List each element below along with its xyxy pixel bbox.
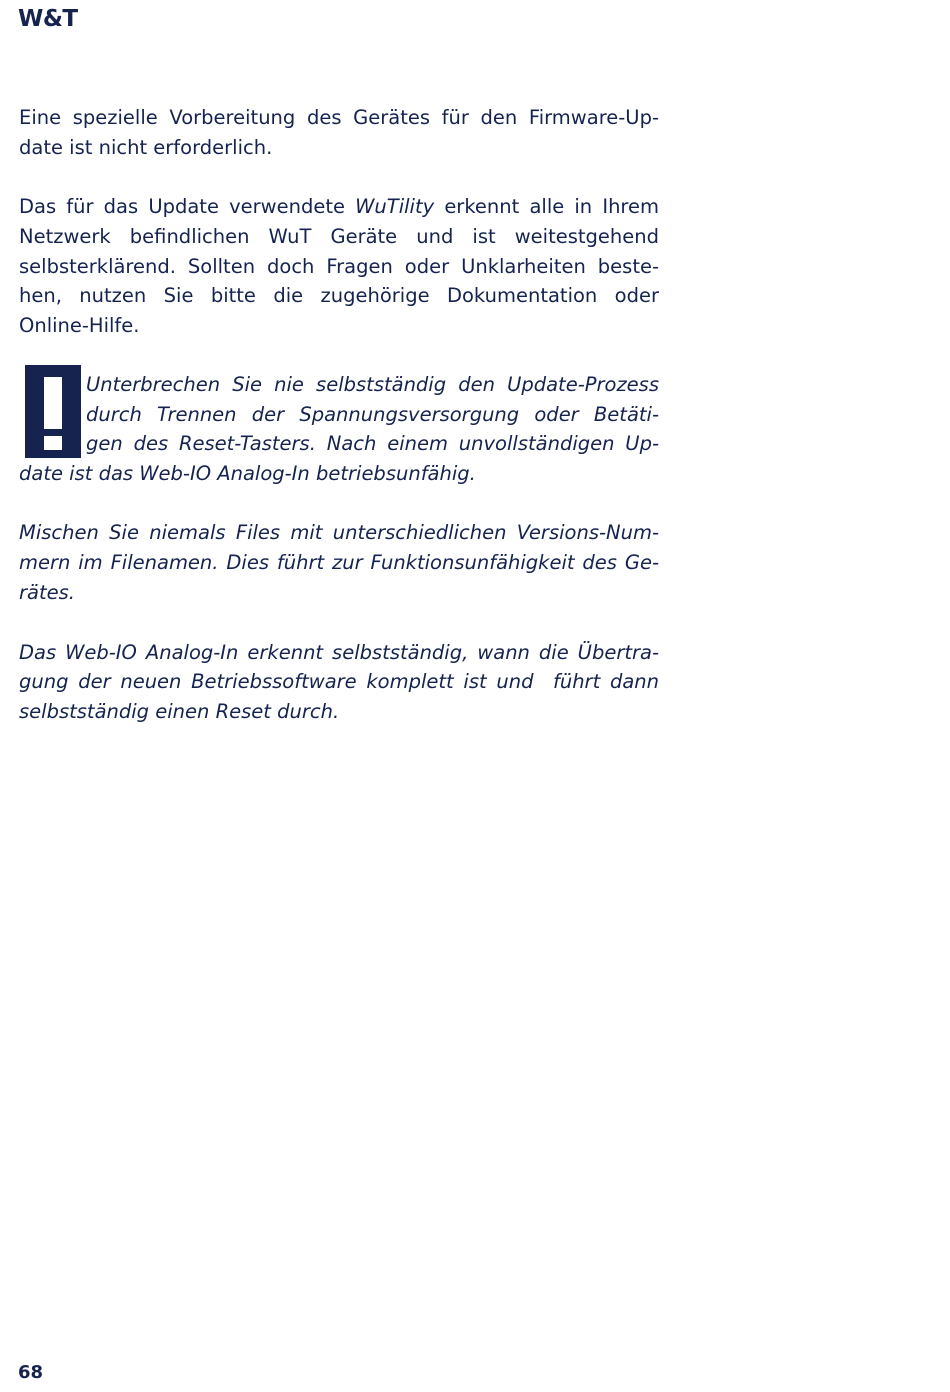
paragraph-2-line-3: selbsterklärend. Sollten doch Fragen oder Unklarheiten beste- (19, 255, 659, 278)
exclamation-bar (44, 377, 62, 429)
paragraph-3-line-2: mern im Filenamen. Dies führt zur Funktionsunfähigkeit des Ge- (19, 551, 659, 574)
paragraph-2-line-1-prefix: Das für das Update verwendete (19, 195, 356, 218)
paragraph-4-line-1: Das Web-IO Analog-In erkennt selbstständig, wann die Übertra- (19, 641, 659, 664)
paragraph-2-line-1 (19, 192, 659, 222)
paragraph-4-line-3: selbstständig einen Reset durch. (19, 700, 340, 723)
warning-line-2: durch Trennen der Spannungsversorgung oder Betäti- (86, 403, 659, 426)
paragraph-1-line-1: Eine spezielle Vorbereitung des Gerätes für den Firmware-Up- (19, 106, 659, 129)
exclamation-icon (25, 365, 81, 458)
paragraph-1-line-2: date ist nicht erforderlich. (19, 136, 273, 159)
wutility-emphasis: WuTility (355, 195, 435, 218)
page-number: 68 (18, 1362, 44, 1383)
paragraph-2-line-2: Netzwerk befindlichen WuT Geräte und ist weitestgehend (19, 225, 659, 248)
paragraph-3-line-1: Mischen Sie niemals Files mit unterschiedlichen Versions-Num- (19, 521, 659, 544)
paragraph-2-line-5: Online-Hilfe. (19, 314, 140, 337)
paragraph-2-line-4: hen, nutzen Sie bitte die zugehörige Dokumentation oder (19, 284, 659, 307)
exclamation-dot (44, 436, 62, 450)
paragraph-4-line-2: gung der neuen Betriebssoftware komplett ist und führt dann (19, 670, 659, 693)
warning-line-4: date ist das Web-IO Analog-In betriebsunfähig. (19, 462, 476, 485)
warning-line-3: gen des Reset-Tasters. Nach einem unvollständigen Up- (86, 432, 659, 455)
paragraph-2-line-1-suffix: erkennt alle in Ihrem (434, 195, 660, 218)
brand-logo: W&T (18, 6, 78, 32)
paragraph-3-line-3: rätes. (19, 581, 75, 604)
warning-line-1: Unterbrechen Sie nie selbstständig den Update-Prozess (86, 373, 659, 396)
